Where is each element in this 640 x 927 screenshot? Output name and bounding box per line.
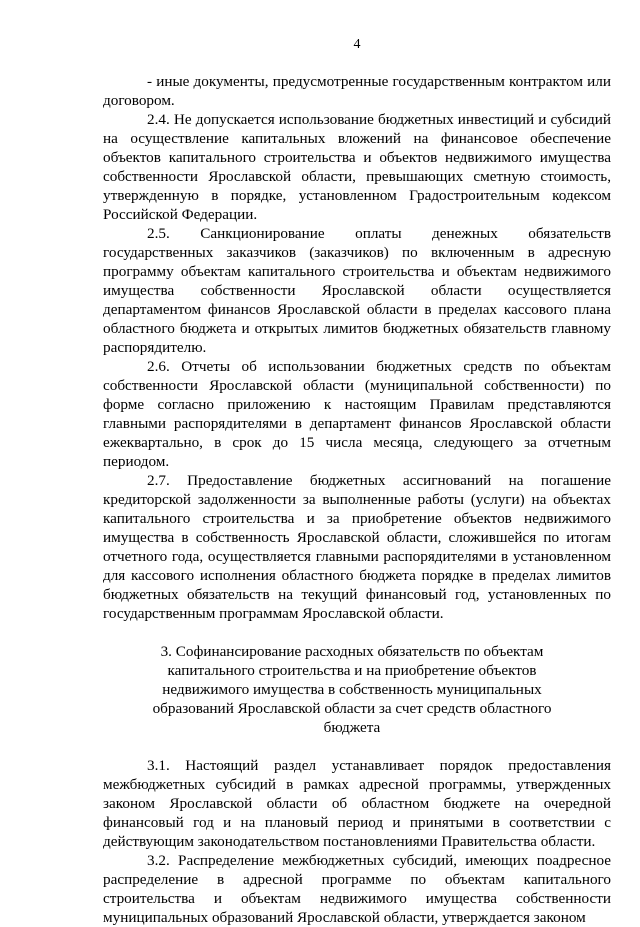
- paragraph-2-5: 2.5. Санкционирование оплаты денежных обязательств государственных заказчиков (заказчиков) по включенным в адресную программу объектам капитального строительства и объектам недвижимого имущества собственности Ярославской области осуществляется департаментом финансов Ярославской области в пределах кассового плана областного бюджета и открытых лимитов бюджетных обязательств главному распорядителю.: [103, 225, 611, 356]
- page-number: 4: [353, 37, 361, 52]
- spacer: [103, 623, 611, 642]
- paragraph-2-4: 2.4. Не допускается использование бюджетных инвестиций и субсидий на осуществление капитальных вложений на финансовое обеспечение объектов капитального строительства и объектов недвижимого имущества собственности Ярославской области, превышающих сметную стоимость, утвержденную в порядке, установленном Градостроительным кодексом Российской Федерации.: [103, 111, 611, 223]
- paragraph-3-2: 3.2. Распределение межбюджетных субсидий, имеющих поадресное распределение в адресной программе по объектам капитального строительства и объектам недвижимого имущества собственности муниципальных образований Ярославской области, утверждается законом: [103, 852, 611, 926]
- spacer: [103, 737, 611, 756]
- paragraph-2-6: 2.6. Отчеты об использовании бюджетных средств по объектам собственности Ярославской области (муниципальной собственности) по форме согласно приложению к настоящим Правилам представляются главными распорядителями в департамент финансов Ярославской области ежеквартально, в срок до 15 числа месяца, следующего за отчетным периодом.: [103, 358, 611, 470]
- section-3-heading: 3. Софинансирование расходных обязательств по объектам капитального строительства и на приобретение объектов недвижимого имущества в собственность муниципальных образований Ярославской области за счет средств областного бюджета: [152, 643, 552, 736]
- paragraph-3-1: 3.1. Настоящий раздел устанавливает порядок предоставления межбюджетных субсидий в рамках адресной программы, утвержденных законом Ярославской области об областном бюджете на очередной финансовый год и на плановый период и принятыми в соответствии с действующим законодательством постановлениями Правительства области.: [103, 757, 611, 850]
- paragraph-2-7: 2.7. Предоставление бюджетных ассигнований на погашение кредиторской задолженности за выполненные работы (услуги) на объектах капитального строительства и за приобретение объектов недвижимого имущества в собственность Ярославской области, сложившейся по итогам отчетного года, осуществляется главными распорядителями в установленном для кассового исполнения областного бюджета порядке в пределах лимитов бюджетных обязательств на текущий финансовый год, установленных по государственным программам Ярославской области.: [103, 472, 611, 622]
- paragraph-other-documents: - иные документы, предусмотренные государственным контрактом или договором.: [103, 73, 611, 109]
